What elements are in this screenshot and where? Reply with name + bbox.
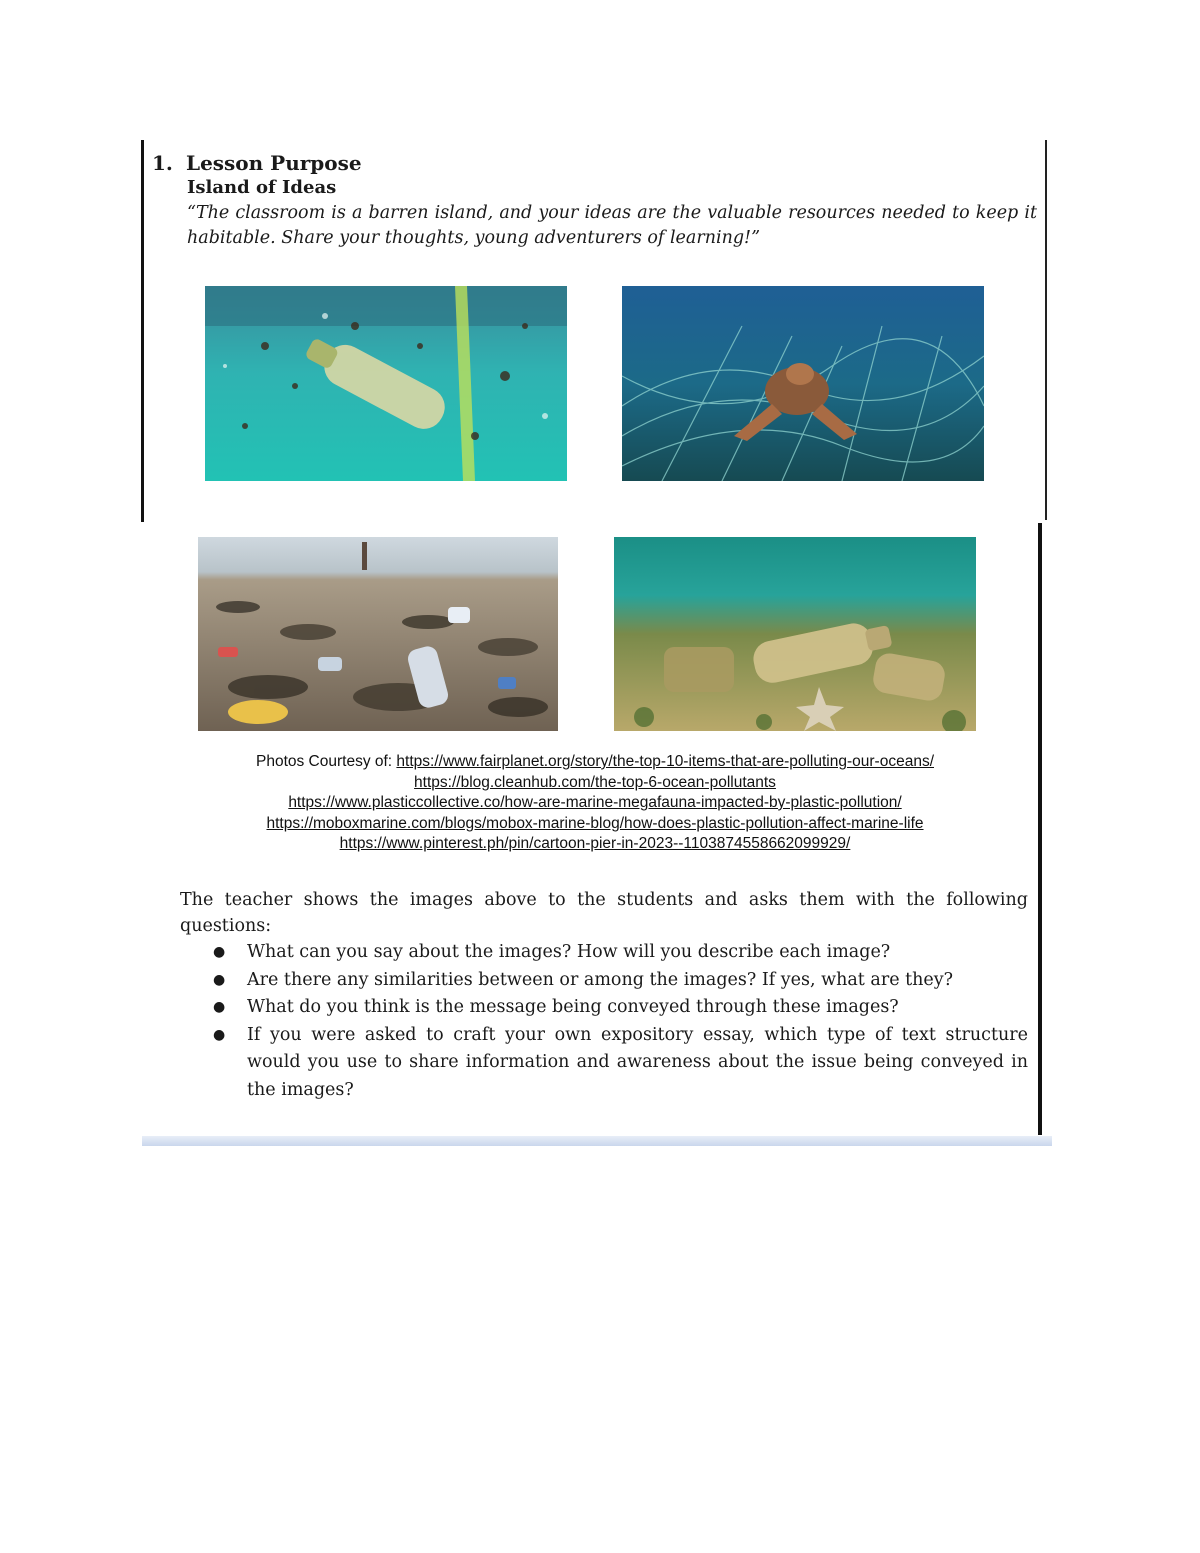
right-border-line-top <box>1045 140 1047 520</box>
credit-link-fairplanet[interactable]: https://www.fairplanet.org/story/the-top-10-items-that-are-polluting-our-oceans/ <box>396 753 934 770</box>
section-title: Lesson Purpose <box>186 151 362 175</box>
question-item <box>180 939 1028 967</box>
credit-link-moboxmarine[interactable]: https://moboxmarine.com/blogs/mobox-marine-blog/how-does-plastic-pollution-affect-marine-life <box>266 814 924 832</box>
bullet-icon: ● <box>213 944 226 960</box>
credits-label: Photos Courtesy of: <box>255 753 393 770</box>
question-item <box>180 1022 1028 1105</box>
photo-credits <box>180 752 1010 855</box>
photo-polluted-beach <box>198 537 558 731</box>
bullet-icon: ● <box>213 999 226 1015</box>
bottom-rule <box>142 1136 1052 1146</box>
bullet-icon: ● <box>213 971 226 988</box>
photo-bottles-on-seafloor <box>614 537 976 731</box>
credit-link-cleanhub[interactable]: https://blog.cleanhub.com/the-top-6-ocean-pollutants <box>414 773 776 791</box>
right-border-line-bottom <box>1038 523 1042 1135</box>
question-text: Are there any similarities between or among the images? If yes, what are they? <box>247 969 954 990</box>
section-heading <box>152 150 362 176</box>
bullet-icon: ● <box>213 1026 226 1043</box>
credit-link-pinterest[interactable]: https://www.pinterest.ph/pin/cartoon-pier-in-2023--1103874558662099929/ <box>339 835 851 852</box>
lesson-quote: “The classroom is a barren island, and your ideas are the valuable resources needed to keep it habitable. Share your thoughts, young adventurers of learning!” <box>187 203 1037 248</box>
credit-link-plasticcollective[interactable]: https://www.plasticcollective.co/how-are-marine-megafauna-impacted-by-plastic-pollution/ <box>288 794 902 811</box>
credit-line-4 <box>180 814 1010 835</box>
question-text: What do you think is the message being conveyed through these images? <box>247 997 899 1017</box>
left-border-line <box>141 140 144 522</box>
question-text: If you were asked to craft your own expository essay, which type of text structure would you use to share information and awareness about the issue being conveyed in the images? <box>247 1024 1028 1100</box>
question-item <box>180 994 1028 1022</box>
question-text: What can you say about the images? How will you describe each image? <box>247 942 891 962</box>
section-number: 1. <box>152 151 173 175</box>
credit-line-5 <box>180 834 1010 855</box>
photo-turtle-in-net <box>622 286 984 481</box>
question-item <box>180 967 1028 995</box>
teacher-instructions: The teacher shows the images above to the students and asks them with the following questions: <box>180 890 1028 936</box>
photo-floating-bottle <box>205 286 567 481</box>
credit-line-3 <box>180 793 1010 814</box>
question-list <box>180 939 1028 1104</box>
credit-line-1 <box>180 752 1010 773</box>
section-subtitle: Island of Ideas <box>187 177 337 198</box>
credit-line-2 <box>180 773 1010 794</box>
